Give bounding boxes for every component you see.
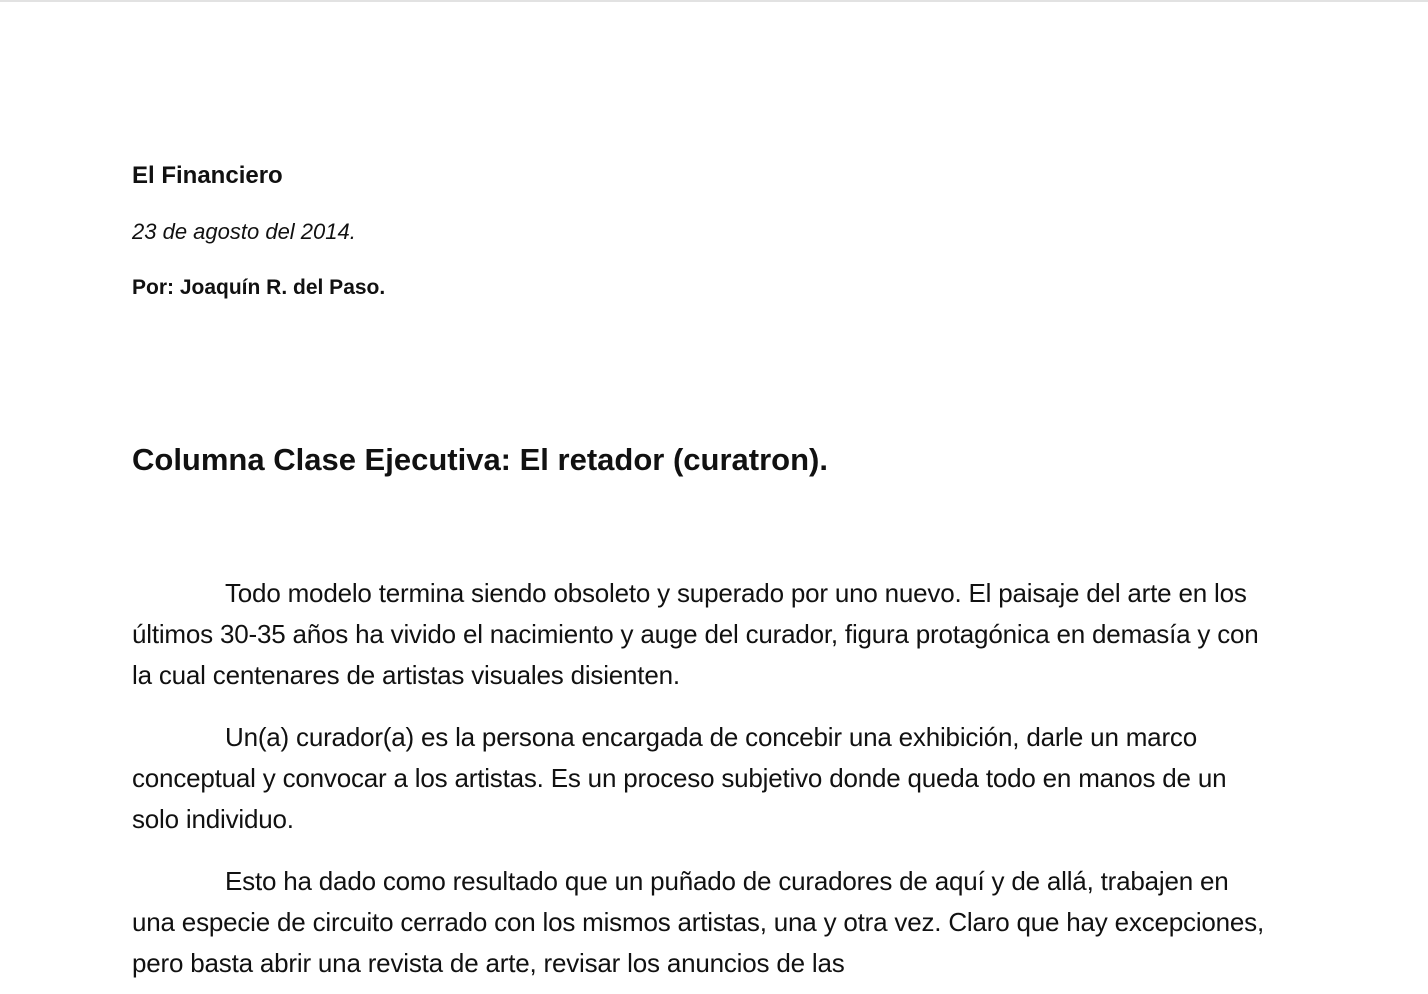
article-headline: Columna Clase Ejecutiva: El retador (curatron). bbox=[132, 442, 828, 477]
article-paragraph: Esto ha dado como resultado que un puñado de curadores de aquí y de allá, trabajen en una especie de circuito cerrado con los mismos artistas, una y otra vez. Claro que hay excepciones, pero basta abrir una revista de arte, revisar los anuncios de las bbox=[132, 866, 1264, 978]
article-paragraph: Todo modelo termina siendo obsoleto y superado por uno nuevo. El paisaje del arte en los últimos 30-35 años ha vivido el nacimiento y auge del curador, figura protagónica en demasía y con la cual centenares de artistas visuales disienten. bbox=[132, 578, 1259, 690]
article-paragraph: Un(a) curador(a) es la persona encargada de concebir una exhibición, darle un marco conceptual y convocar a los artistas. Es un proceso subjetivo donde queda todo en manos de un solo individuo. bbox=[132, 722, 1227, 834]
article-body bbox=[132, 573, 1272, 994]
article-author: Por: Joaquín R. del Paso. bbox=[132, 276, 386, 299]
publication-name: El Financiero bbox=[132, 162, 283, 189]
article-date: 23 de agosto del 2014. bbox=[132, 219, 356, 244]
